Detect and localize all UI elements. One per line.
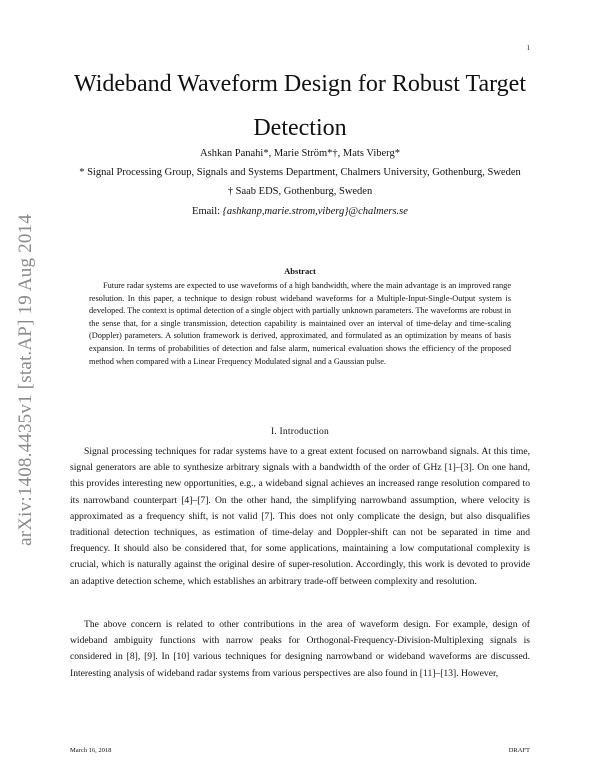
arxiv-side-identifier	[8, 190, 44, 570]
email-line	[60, 206, 540, 217]
body-paragraph-2: The above concern is related to other contributions in the area of waveform design. For example, design of wideband ambiguity functions with narrow peaks for Orthogonal-Frequency-Division-Multiplexing signals is considered in [8], [9]. In [10] various techniques for designing narrowband or wideband waveforms are discussed. Interesting analysis of wideband radar systems from various perspectives are also found in [11]–[13]. However,	[70, 619, 530, 679]
paper-title	[60, 62, 540, 150]
abstract-heading: Abstract	[284, 266, 316, 276]
email-address: {ashkanp,marie.strom,viberg}@chalmers.se	[222, 206, 408, 217]
authors: Ashkan Panahi*, Marie Ström*†, Mats Viberg*	[200, 148, 400, 159]
title-line-1: Wideband Waveform Design for Robust Target	[74, 71, 526, 97]
section-heading-introduction: I. Introduction	[271, 427, 329, 437]
affiliation-1: * Signal Processing Group, Signals and Systems Department, Chalmers University, Gothenburg, Sweden	[79, 167, 521, 178]
footer-draft: DRAFT	[508, 747, 530, 754]
affiliation-2: † Saab EDS, Gothenburg, Sweden	[227, 186, 373, 197]
title-line-2: Detection	[253, 115, 347, 141]
arxiv-identifier-text: arXiv:1408.4435v1 [stat.AP] 19 Aug 2014	[15, 214, 36, 546]
footer-date: March 16, 2018	[70, 747, 112, 754]
email-label: Email:	[192, 206, 223, 217]
body-paragraph-1: Signal processing techniques for radar systems have to a great extent focused on narrowband signals. At this time, signal generators are able to synthesize arbitrary signals with a bandwidth of the order of GHz [1]–[3]. On one hand, this provides interesting new opportunities, e.g., a wideband signal achieves an increased range resolution compared to its narrowband counterpart [4]–[7]. On the other hand, the simplifying narrowband assumption, where velocity is approximated as a frequency shift, is not valid [7]. This does not only complicate the design, but also disqualifies traditional detection techniques, as estimation of time-delay and Doppler-shift can not be separated in time and frequency. It should also be considered that, for some applications, maintaining a low computational complexity is crucial, which is naturally against the original desire of super-resolution. Accordingly, this work is devoted to provide an adaptive detection scheme, which establishes an arbitrary trade-off between complexity and resolution.	[70, 446, 530, 587]
page-number: 1	[526, 44, 530, 52]
abstract-text: Future radar systems are expected to use waveforms of a high bandwidth, where the main advantage is an improved range resolution. In this paper, a technique to design robust wideband waveforms for a Multiple-Input-Single-Output system is developed. The context is optimal detection of a single object with partially unknown parameters. The waveforms are robust in the sense that, for a single transmission, detection capability is maintained over an interval of time-delay and time-scaling (Doppler) parameters. A solution framework is derived, approximated, and formulated as an optimization by means of basis expansion. In terms of probabilities of detection and false alarm, numerical evaluation shows the efficiency of the proposed method when compared with a Linear Frequency Modulated signal and a Gaussian pulse.	[89, 281, 511, 366]
